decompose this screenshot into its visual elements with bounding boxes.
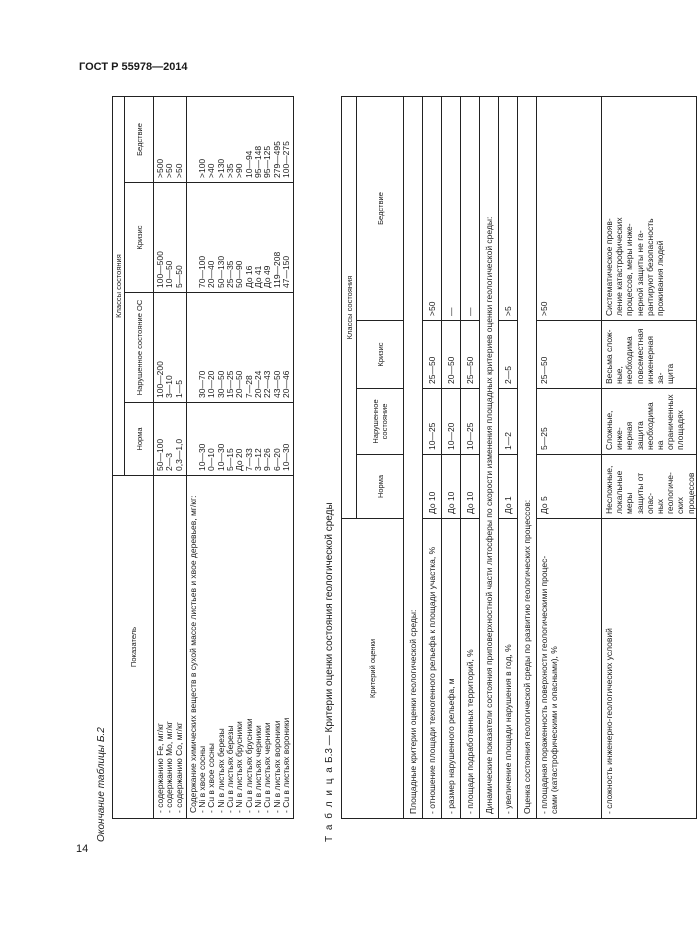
b2-header-violated: Нарушенное состояние ОС — [125, 293, 154, 403]
b3-violated-cell — [602, 389, 697, 455]
cell-line: ных геологиче- — [655, 472, 676, 514]
b2-metal-name: - содержанию Mo, мг/кг — [164, 721, 175, 813]
b3-norm-cell: До 10 — [461, 455, 480, 519]
b2-chem-disaster: >130 — [215, 158, 226, 178]
table-row — [461, 97, 480, 819]
b2-header-indicator: Показатель — [113, 476, 154, 819]
cell-line: повсеместная — [634, 328, 645, 384]
b3-header-disaster: Бедствие — [357, 97, 404, 321]
b2-chem-norm: 10—30 — [197, 443, 208, 471]
b2-chem-crisis: 119—208 — [271, 251, 282, 288]
b2-chem-disaster: 10—94 — [243, 150, 254, 178]
b3-disaster-cell: >5 — [499, 97, 518, 321]
b2-metal-crisis: 100—500 — [155, 251, 165, 288]
b2-chem-norm: 10—30 — [280, 443, 291, 471]
b3-header-classes: Классы состояния — [342, 97, 357, 519]
b2-chem-name: - Cu в листьях черники — [262, 722, 273, 813]
b2-chem-norm: 10—30 — [215, 443, 226, 471]
cell-line: рантируют безопасность — [644, 218, 655, 316]
b2-chem-violated: 20—46 — [280, 370, 291, 398]
b2-metal-disaster: >50 — [173, 163, 184, 178]
b2-chem-norm: До 20 — [234, 448, 245, 471]
b3-disaster-cell: — — [461, 97, 480, 321]
b3-norm-cell: До 5 — [537, 455, 602, 519]
b2-metals-block — [154, 97, 187, 819]
b2-chem-disaster: >90 — [234, 163, 245, 178]
b2-chem-crisis: До 16 — [243, 265, 254, 288]
b2-chem-violated: 20—24 — [252, 370, 263, 398]
table-row — [602, 97, 697, 819]
b2-metal-crisis: 10—50 — [164, 260, 175, 288]
table-row — [537, 97, 602, 819]
cell-line: ление катастрофических — [614, 217, 625, 316]
b2-chem-norm: 5—15 — [225, 448, 236, 471]
b3-norm-cell: До 10 — [423, 455, 442, 519]
cell-line: ских процессов — [675, 472, 696, 514]
b2-chem-norm: 7—33 — [243, 448, 254, 471]
table-row — [442, 97, 461, 819]
b2-chem-disaster: 100—275 — [280, 141, 291, 178]
b3-header-norm: Норма — [357, 455, 404, 519]
b2-chem-block — [186, 97, 293, 819]
b2-chem-name: - Cu в листьях брусники — [243, 718, 254, 813]
b2-chem-name: - Ni в листьях березы — [215, 728, 226, 813]
b2-chem-name: - Ni в хвое сосны — [197, 745, 208, 813]
cell-line: ные, необходима — [614, 336, 635, 384]
b2-metal-disaster: >500 — [155, 158, 165, 178]
b3-criteria-line: - площадная пораженность поверхности геологическими процес- — [539, 555, 549, 814]
b2-chem-crisis: До 49 — [262, 265, 273, 288]
b2-header-norm: Норма — [125, 403, 154, 476]
b2-chem-violated: 30—70 — [197, 370, 208, 398]
b2-chem-norm: 9—26 — [262, 448, 273, 471]
b2-chem-violated: 22—43 — [262, 370, 273, 398]
b2-metal-norm: 50—100 — [155, 438, 165, 471]
b3-section-row — [518, 97, 537, 819]
b3-criteria-cell: - увеличение площади нарушения в год, % — [499, 519, 518, 819]
b2-chem-crisis: До 41 — [252, 265, 263, 288]
b3-disaster-cell: — — [442, 97, 461, 321]
b3-crisis-cell: 2—5 — [499, 321, 518, 389]
b3-disaster-cell: >50 — [423, 97, 442, 321]
b3-header-violated: Нарушенное состояние — [357, 389, 404, 455]
b2-chem-disaster: >35 — [225, 163, 236, 178]
b2-chem-crisis: 50—130 — [215, 255, 226, 288]
b2-chem-disaster: >100 — [197, 158, 208, 178]
b3-section-geo: Оценка состояния геологической среды по развитию геологических процессов: — [518, 97, 537, 819]
b2-chem-name: - Ni в листьях брусники — [234, 721, 245, 813]
b3-section-area: Площадные критерии оценки геологической среды: — [404, 97, 423, 819]
b3-criteria-cell: - отношение площади техногенного рельефа к площади участка, % — [423, 519, 442, 819]
cell-line: Несложные, — [604, 465, 614, 514]
b3-violated-cell: 10—25 — [461, 389, 480, 455]
b2-metal-disaster: >50 — [164, 163, 175, 178]
b3-disaster-cell — [602, 97, 697, 321]
b2-chem-title: Содержание химических веществ в сухой массе листьев и хвое деревьев, мг/кг: — [187, 495, 198, 813]
b2-chem-violated: 10—20 — [206, 370, 217, 398]
b2-chem-name: - Ni в листьях черники — [252, 725, 263, 813]
b3-criteria-line: сами (катастрофическими и опасными), % — [549, 646, 559, 814]
b2-chem-disaster: 279—495 — [271, 141, 282, 178]
cell-line: Весьма слож- — [604, 329, 614, 384]
b3-crisis-cell — [602, 321, 697, 389]
table-b3-caption-text: Б.3 — Критерии оценки состояния геологической среды — [324, 502, 335, 763]
b2-chem-crisis: 20—40 — [206, 260, 217, 288]
b2-chem-norm: 3—12 — [252, 448, 263, 471]
b2-metal-name: - содержанию Fe, мг/кг — [155, 723, 165, 813]
b2-chem-violated: 43—50 — [271, 370, 282, 398]
b2-chem-disaster: 95—148 — [252, 145, 263, 178]
b3-crisis-cell: 20—50 — [442, 321, 461, 389]
b2-chem-violated: 20—50 — [234, 370, 245, 398]
b2-chem-violated: 15—25 — [225, 370, 236, 398]
b2-chem-name: - Cu в хвое сосны — [206, 743, 217, 813]
table-b3-caption-prefix: Т а б л и ц а — [324, 765, 335, 842]
page-number: 14 — [76, 843, 89, 855]
b3-criteria-cell: - размер нарушенного рельефа, м — [442, 519, 461, 819]
b2-header-disaster: Бедствие — [125, 97, 154, 183]
b2-metal-crisis: 5—50 — [173, 265, 184, 288]
cell-line: нерная защита — [624, 421, 645, 450]
table-row — [423, 97, 442, 819]
b2-metal-name: - содержанию Co, мг/кг — [173, 722, 184, 813]
b3-violated-cell: 5—25 — [537, 389, 602, 455]
cell-line: площадях — [675, 410, 686, 450]
b2-chem-norm: 0—10 — [206, 448, 217, 471]
cell-line: нерной защиты не га- — [634, 230, 645, 316]
b2-metal-norm: 2—3 — [164, 453, 175, 471]
table-b3-caption — [324, 502, 335, 842]
table-row — [499, 97, 518, 819]
b3-norm-cell — [602, 455, 697, 519]
cell-line: Сложные, инже- — [604, 410, 625, 450]
cell-line: щита — [665, 363, 676, 384]
b2-chem-crisis: 25—35 — [225, 260, 236, 288]
b3-violated-cell: 1—2 — [499, 389, 518, 455]
b3-section-dynamic: Динамические показатели состояния приповерхностной части литосферы по скорости изменения площадных критериев оценки геологической среды: — [480, 97, 499, 819]
table-b3 — [341, 96, 697, 819]
b3-header-crisis: Кризис — [357, 321, 404, 389]
cell-line: Систематическое прояв- — [604, 218, 614, 316]
b3-crisis-cell: 25—50 — [423, 321, 442, 389]
b2-chem-violated: 7—28 — [243, 375, 254, 398]
table-b2 — [112, 96, 294, 819]
b3-criteria-cell: - площади подработанных территорий, % — [461, 519, 480, 819]
b2-chem-name: - Cu в листьях вороники — [280, 717, 291, 813]
b2-metal-norm: 0,3—1,0 — [173, 438, 184, 471]
b3-crisis-cell: 25—50 — [461, 321, 480, 389]
b2-chem-crisis: 50—90 — [234, 260, 245, 288]
b2-chem-violated: 30—50 — [215, 370, 226, 398]
cell-line: защиты от опас- — [634, 472, 655, 514]
b2-metal-violated: 100—200 — [155, 361, 165, 398]
table-b2-caption: Окончание таблицы Б.2 — [96, 727, 107, 842]
b3-criteria-cell: - сложность инженерно-геологических условий — [602, 519, 697, 819]
b2-header-classes: Классы состояния — [113, 97, 125, 476]
cell-line: необходима на — [644, 402, 666, 450]
b3-norm-cell: До 10 — [442, 455, 461, 519]
cell-line: локальные меры — [614, 470, 635, 514]
b3-violated-cell: 10—25 — [423, 389, 442, 455]
b2-chem-crisis: 70—100 — [197, 255, 208, 288]
b3-disaster-cell: >50 — [537, 97, 602, 321]
document-header: ГОСТ Р 55978—2014 — [79, 61, 188, 73]
b2-header-crisis: Кризис — [125, 183, 154, 293]
b2-metal-violated: 1—5 — [173, 380, 184, 398]
b3-criteria-cell — [537, 519, 602, 819]
cell-line: ограниченных — [665, 394, 676, 450]
b2-metal-violated: 3—10 — [164, 375, 175, 398]
b3-crisis-cell: 25—50 — [537, 321, 602, 389]
b3-section-row — [404, 97, 423, 819]
b2-chem-norm: 6—20 — [271, 448, 282, 471]
b2-chem-disaster: >40 — [206, 163, 217, 178]
b3-violated-cell: 10—20 — [442, 389, 461, 455]
b2-chem-crisis: 47—150 — [280, 255, 291, 288]
b3-section-row — [480, 97, 499, 819]
cell-line: процессов, меры инже- — [624, 223, 635, 316]
cell-line: проживания людей — [655, 240, 666, 316]
cell-line: инженерная за- — [644, 335, 666, 384]
b3-norm-cell: До 1 — [499, 455, 518, 519]
b3-header-criteria: Критерий оценки — [342, 519, 404, 819]
b2-chem-name: - Cu в листьях березы — [225, 725, 236, 813]
b2-chem-disaster: 95—125 — [262, 145, 273, 178]
rotated-page-body — [96, 97, 696, 842]
b2-chem-name: - Ni в листьях вороники — [271, 720, 282, 813]
